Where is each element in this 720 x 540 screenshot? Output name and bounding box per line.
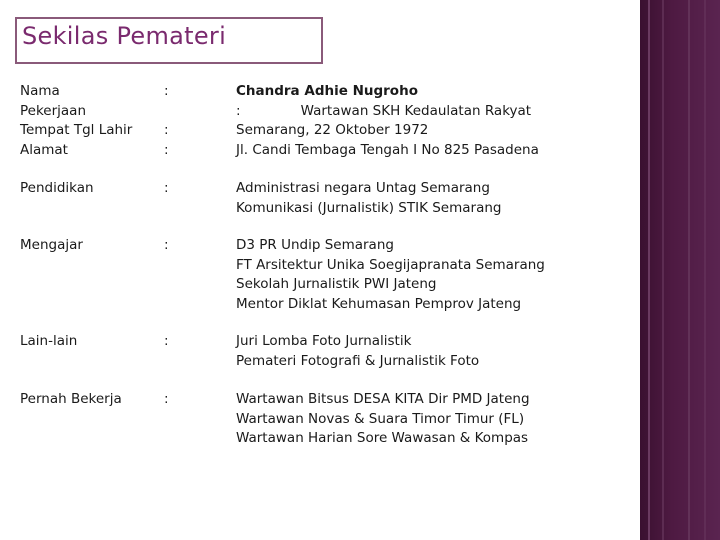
- list-item: Sekolah Jurnalistik PWI Jateng: [236, 276, 437, 292]
- decorative-stripe: [688, 0, 690, 540]
- list-item: Pemateri Fotografi & Jurnalistik Foto: [236, 352, 480, 369]
- mengajar-list: [236, 236, 545, 314]
- label-lainlain: Lain-lain: [20, 333, 78, 349]
- list-item: Wartawan Novas & Suara Timor Timur (FL): [236, 410, 525, 427]
- colon-mengajar: :: [164, 237, 169, 253]
- decorative-stripe: [648, 0, 650, 540]
- list-item: Wartawan Harian Sore Wawasan & Kompas: [236, 430, 529, 446]
- pendidikan-list: [236, 179, 501, 218]
- label-tempat-tgl-lahir: Tempat Tgl Lahir: [20, 122, 133, 138]
- value-nama: Chandra Adhie Nugroho: [236, 83, 418, 99]
- list-item: Komunikasi (Jurnalistik) STIK Semarang: [236, 199, 502, 216]
- label-pernah-bekerja: Pernah Bekerja: [20, 391, 122, 407]
- decorative-stripe: [662, 0, 664, 540]
- bekerja-list: [236, 390, 530, 449]
- list-item: Administrasi negara Untag Semarang: [236, 180, 490, 196]
- page-title: Sekilas Pemateri: [22, 22, 227, 50]
- identity-values: [236, 82, 539, 160]
- lainlain-list: [236, 332, 479, 371]
- colon-alamat: :: [164, 141, 169, 158]
- decorative-side-panel: [640, 0, 720, 540]
- colon-lainlain: :: [164, 333, 169, 349]
- label-pekerjaan: Pekerjaan: [20, 102, 87, 119]
- list-item: Juri Lomba Foto Jurnalistik: [236, 333, 412, 349]
- decorative-stripe: [704, 0, 706, 540]
- colon-lahir: :: [164, 122, 169, 138]
- list-item: Wartawan Bitsus DESA KITA Dir PMD Jateng: [236, 391, 530, 407]
- value-lahir: Semarang, 22 Oktober 1972: [236, 122, 429, 138]
- list-item: Mentor Diklat Kehumasan Pemprov Jateng: [236, 295, 522, 312]
- list-item: D3 PR Undip Semarang: [236, 237, 394, 253]
- label-nama: Nama: [20, 83, 60, 99]
- value-alamat: Jl. Candi Tembaga Tengah I No 825 Pasadena: [236, 141, 539, 158]
- label-alamat: Alamat: [20, 141, 68, 158]
- identity-labels: [20, 82, 132, 160]
- value-pekerjaan: : Wartawan SKH Kedaulatan Rakyat: [236, 102, 532, 119]
- colon-pendidikan: :: [164, 180, 169, 196]
- colon-nama: :: [164, 83, 169, 99]
- colon-bekerja: :: [164, 391, 169, 407]
- label-pendidikan: Pendidikan: [20, 180, 94, 196]
- label-mengajar: Mengajar: [20, 237, 83, 253]
- list-item: FT Arsitektur Unika Soegijapranata Semarang: [236, 256, 545, 273]
